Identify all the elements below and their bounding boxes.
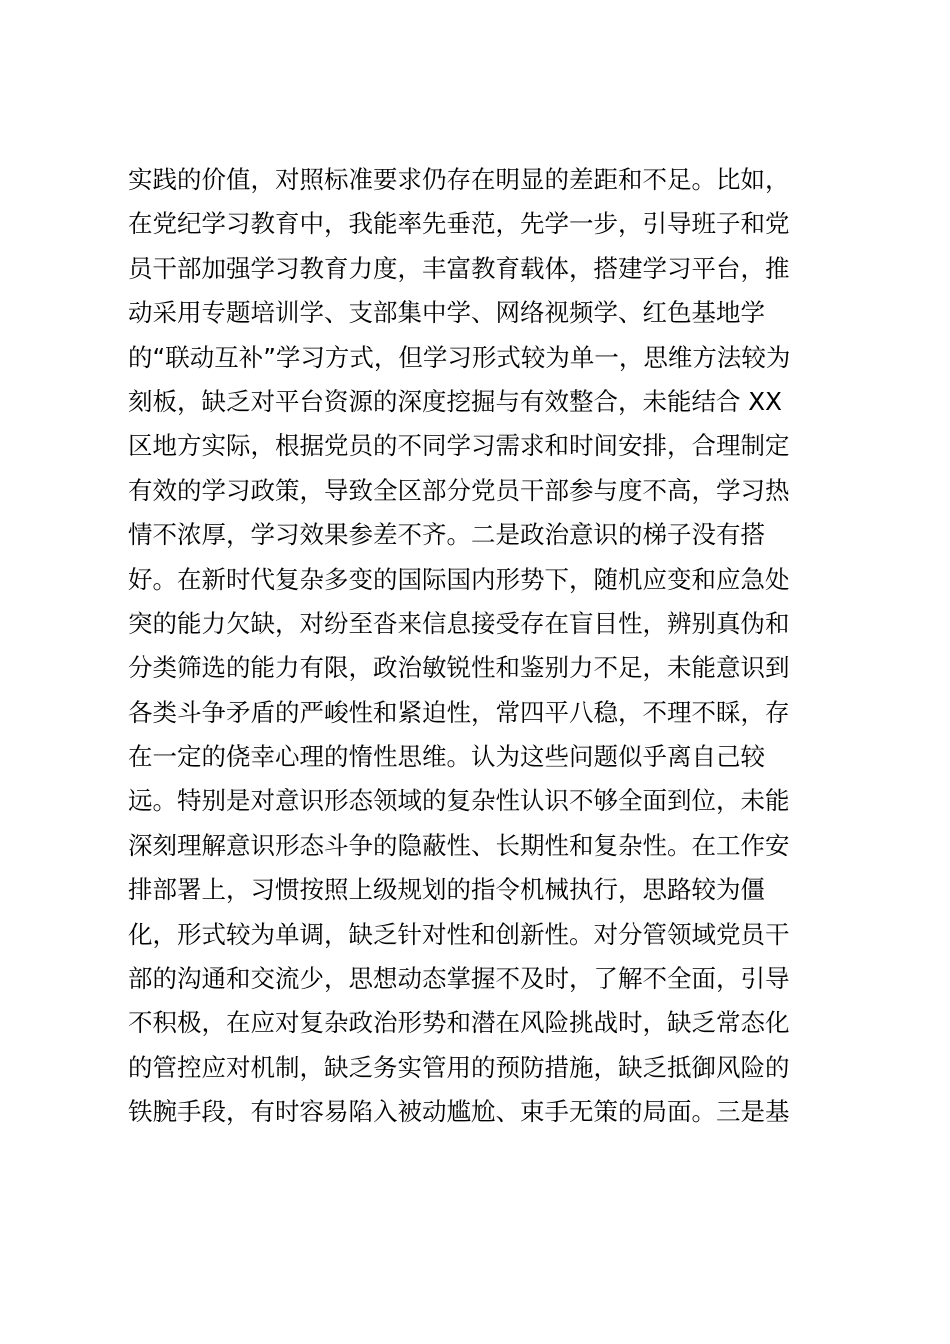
text-line: 动采用专题培训学、支部集中学、网络视频学、红色基地学 xyxy=(128,298,765,328)
text-line: 区地方实际，根据党员的不同学习需求和时间安排，合理制定 xyxy=(128,431,790,461)
text-line: 分类筛选的能力有限，政治敏锐性和鉴别力不足，未能意识到 xyxy=(128,653,790,683)
text-line: 员干部加强学习教育力度，丰富教育载体，搭建学习平台，推 xyxy=(128,253,790,283)
text-line: 排部署上，习惯按照上级规划的指令机械执行，思路较为僵 xyxy=(128,875,765,905)
text-line: 刻板，缺乏对平台资源的深度挖掘与有效整合，未能结合 XX xyxy=(128,386,782,416)
text-line: 铁腕手段，有时容易陷入被动尴尬、束手无策的局面。三是基 xyxy=(128,1097,790,1127)
text-line: 远。特别是对意识形态领域的复杂性认识不够全面到位，未能 xyxy=(128,786,790,816)
text-line: 在党纪学习教育中，我能率先垂范，先学一步，引导班子和党 xyxy=(128,209,790,239)
text-line: 部的沟通和交流少，思想动态掌握不及时，了解不全面，引导 xyxy=(128,964,790,994)
text-line: 在一定的侥幸心理的惰性思维。认为这些问题似乎离自己较 xyxy=(128,742,765,772)
body-paragraph xyxy=(128,158,828,1135)
text-line: 的管控应对机制，缺乏务实管用的预防措施，缺乏抵御风险的 xyxy=(128,1052,790,1082)
text-line: 各类斗争矛盾的严峻性和紧迫性，常四平八稳，不理不睬，存 xyxy=(128,697,790,727)
text-line: 的“联动互补”学习方式，但学习形式较为单一，思维方法较为 xyxy=(128,342,791,372)
text-line: 不积极，在应对复杂政治形势和潜在风险挑战时，缺乏常态化 xyxy=(128,1008,790,1038)
text-line: 突的能力欠缺，对纷至沓来信息接受存在盲目性，辨别真伪和 xyxy=(128,608,790,638)
text-line: 好。在新时代复杂多变的国际国内形势下，随机应变和应急处 xyxy=(128,564,790,594)
text-line: 化，形式较为单调，缺乏针对性和创新性。对分管领域党员干 xyxy=(128,919,790,949)
text-line: 情不浓厚，学习效果参差不齐。二是政治意识的梯子没有搭 xyxy=(128,520,765,550)
text-line: 实践的价值，对照标准要求仍存在明显的差距和不足。比如， xyxy=(128,165,790,194)
text-line: 深刻理解意识形态斗争的隐蔽性、长期性和复杂性。在工作安 xyxy=(128,830,790,860)
text-line: 有效的学习政策，导致全区部分党员干部参与度不高，学习热 xyxy=(128,475,790,505)
